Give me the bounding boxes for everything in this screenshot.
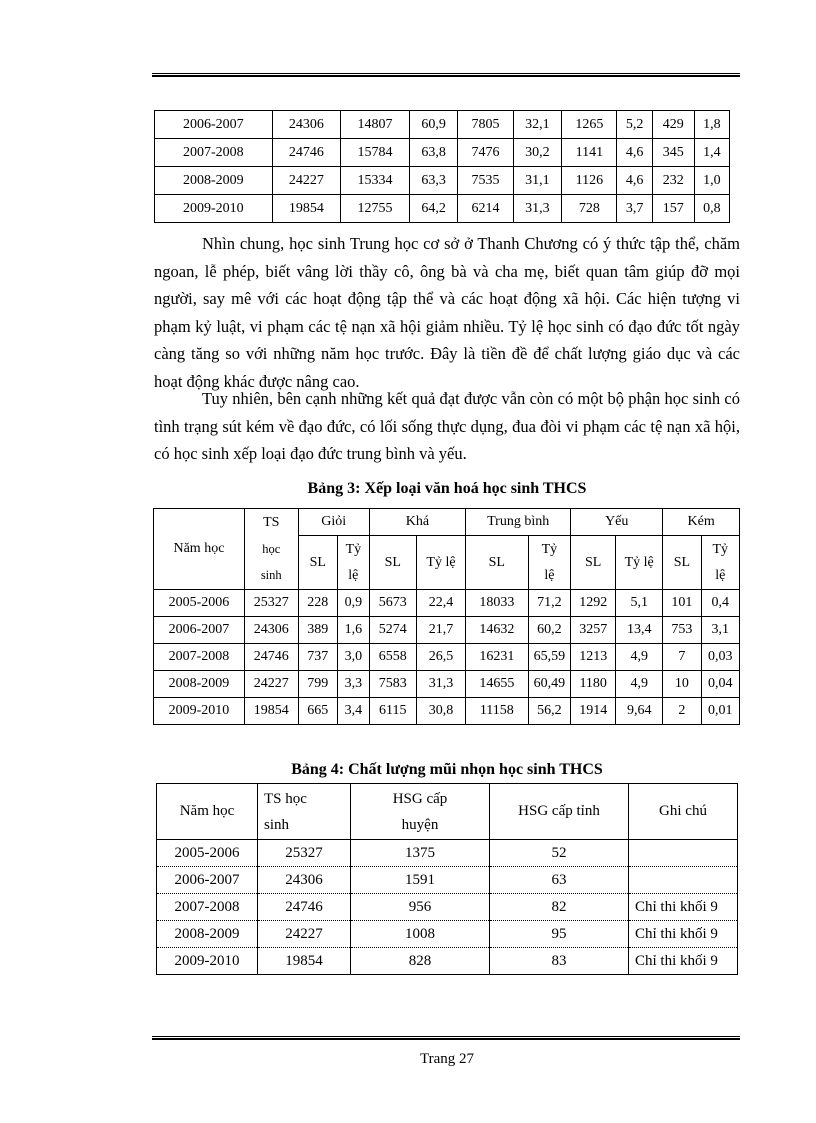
table-cell: 157 xyxy=(652,195,694,223)
table-cell: 0,01 xyxy=(701,698,739,725)
table-row xyxy=(155,167,730,195)
table-cell: 101 xyxy=(663,590,701,617)
table-row xyxy=(157,894,738,921)
table-cell: 24746 xyxy=(258,894,351,921)
table-cell: 9,64 xyxy=(616,698,663,725)
table-cell: 2009-2010 xyxy=(154,698,245,725)
table-cell: 95 xyxy=(490,921,629,948)
table-cell: 0,04 xyxy=(701,671,739,698)
table-cell: 22,4 xyxy=(416,590,465,617)
table-4-caption: Bảng 4: Chất lượng mũi nhọn học sinh THCS xyxy=(291,761,603,778)
table-cell: 30,8 xyxy=(416,698,465,725)
table-cell: 1141 xyxy=(562,139,617,167)
sl-header: SL xyxy=(663,536,701,590)
table-cell: 4,9 xyxy=(616,644,663,671)
sl-header: SL xyxy=(369,536,416,590)
table-cell: 753 xyxy=(663,617,701,644)
table-cell: 60,49 xyxy=(528,671,571,698)
table-row xyxy=(157,921,738,948)
ts-header: TS học sinh xyxy=(244,509,298,590)
rate-header: Tỷ lệ xyxy=(528,536,571,590)
table-row xyxy=(154,617,740,644)
ts-header: TS học sinh xyxy=(258,784,351,840)
table-cell: 14807 xyxy=(341,111,410,139)
table-cell: 2 xyxy=(663,698,701,725)
table-cell: 24746 xyxy=(244,644,298,671)
table-cell: 64,2 xyxy=(409,195,458,223)
group-yeu: Yếu xyxy=(571,509,663,536)
table-cell: 0,03 xyxy=(701,644,739,671)
table-cell: 389 xyxy=(298,617,337,644)
table-cell: 2008-2009 xyxy=(154,671,245,698)
table-cell: 1265 xyxy=(562,111,617,139)
table-cell: 13,4 xyxy=(616,617,663,644)
table-cell: 15334 xyxy=(341,167,410,195)
rate-header: Tỷ lệ xyxy=(701,536,739,590)
table-cell: 24227 xyxy=(272,167,341,195)
table-row xyxy=(155,195,730,223)
table-cell: 728 xyxy=(562,195,617,223)
table-cell: 14655 xyxy=(466,671,528,698)
table-cell: 10 xyxy=(663,671,701,698)
table-cell: 3257 xyxy=(571,617,616,644)
table-cell: Chỉ thi khối 9 xyxy=(629,921,738,948)
table-row xyxy=(155,139,730,167)
table-cell: Chỉ thi khối 9 xyxy=(629,894,738,921)
table-cell: 2008-2009 xyxy=(155,167,273,195)
table-cell: 2009-2010 xyxy=(155,195,273,223)
table-cell: 24746 xyxy=(272,139,341,167)
table-cell: 2007-2008 xyxy=(157,894,258,921)
district-header: HSG cấp huyện xyxy=(351,784,490,840)
table-cell: 2008-2009 xyxy=(157,921,258,948)
table-cell: 18033 xyxy=(466,590,528,617)
table-cell: 63,8 xyxy=(409,139,458,167)
table-cell: 7476 xyxy=(458,139,513,167)
table-cell: 19854 xyxy=(258,948,351,975)
table-cell: 1,6 xyxy=(337,617,369,644)
province-header: HSG cấp tỉnh xyxy=(490,784,629,840)
table-cell: 7805 xyxy=(458,111,513,139)
sl-header: SL xyxy=(466,536,528,590)
table-cell: 1126 xyxy=(562,167,617,195)
table-cell: 56,2 xyxy=(528,698,571,725)
table-cell: 7 xyxy=(663,644,701,671)
page-number: Trang 27 xyxy=(419,1051,475,1067)
table-cell: Chỉ thi khối 9 xyxy=(629,948,738,975)
table-cell: 31,3 xyxy=(416,671,465,698)
table-cell: 665 xyxy=(298,698,337,725)
table-cell: 1213 xyxy=(571,644,616,671)
table-cell: 19854 xyxy=(244,698,298,725)
table-cell: 2007-2008 xyxy=(154,644,245,671)
table-cell: 24227 xyxy=(258,921,351,948)
table-cell: 31,3 xyxy=(513,195,562,223)
rate-header: Tỷ lệ xyxy=(337,536,369,590)
table-cell xyxy=(629,840,738,867)
footer-rule xyxy=(152,1036,740,1040)
table-cell: 24306 xyxy=(244,617,298,644)
table-cell: 3,3 xyxy=(337,671,369,698)
table-cell: 7583 xyxy=(369,671,416,698)
table-cell: 1,4 xyxy=(694,139,729,167)
table-cell: 3,4 xyxy=(337,698,369,725)
table-cell: 1292 xyxy=(571,590,616,617)
table-cell: 1591 xyxy=(351,867,490,894)
table-row xyxy=(154,671,740,698)
table-cell: 2006-2007 xyxy=(157,867,258,894)
table-cell: 1180 xyxy=(571,671,616,698)
note-header: Ghi chú xyxy=(629,784,738,840)
table-cell: 2009-2010 xyxy=(157,948,258,975)
table-cell: 2007-2008 xyxy=(155,139,273,167)
table-cell: 25327 xyxy=(258,840,351,867)
paragraph-2: Tuy nhiên, bên cạnh những kết quả đạt được vẫn còn có một bộ phận học sinh có tình trạng sút kém về đạo đức, có lối sống thực dụng, đua đòi vi phạm các tệ nạn xã hội, có học sinh xếp loại đạo đức trung bình và yếu. xyxy=(154,389,740,463)
table-cell: 60,2 xyxy=(528,617,571,644)
table-cell: 24227 xyxy=(244,671,298,698)
header-rule xyxy=(152,73,740,77)
table-cell: 15784 xyxy=(341,139,410,167)
table-cell: 737 xyxy=(298,644,337,671)
table-row xyxy=(157,840,738,867)
table-cell: 82 xyxy=(490,894,629,921)
table-cell: 1,8 xyxy=(694,111,729,139)
table-cell: 0,9 xyxy=(337,590,369,617)
table-cell: 3,0 xyxy=(337,644,369,671)
table-row xyxy=(154,590,740,617)
table-cell: 6558 xyxy=(369,644,416,671)
table-cell: 65,59 xyxy=(528,644,571,671)
table-cell: 63,3 xyxy=(409,167,458,195)
table-cell: 19854 xyxy=(272,195,341,223)
table-cell: 228 xyxy=(298,590,337,617)
table-cell: 5,1 xyxy=(616,590,663,617)
table-cell: 2005-2006 xyxy=(157,840,258,867)
table-cell: 52 xyxy=(490,840,629,867)
paragraph-1: Nhìn chung, học sinh Trung học cơ sở ở Thanh Chương có ý thức tập thể, chăm ngoan, lễ phép, biết vâng lời thầy cô, ông bà và cha mẹ, biết quan tâm giúp đỡ mọi người, say mê với các hoạt động tập thể và các hoạt động xã hội. Các hiện tượng vi phạm kỷ luật, vi phạm các tệ nạn xã hội giảm nhiều. Tỷ lệ học sinh có đạo đức tốt ngày càng tăng so với những năm học trước. Đây là tiền đề để chất lượng giáo dục và các hoạt động khác được nâng cao. xyxy=(154,234,740,391)
table-1-continued xyxy=(154,110,730,223)
table-cell: 12755 xyxy=(341,195,410,223)
table-cell: 2006-2007 xyxy=(154,617,245,644)
table-cell: 30,2 xyxy=(513,139,562,167)
table-cell: 11158 xyxy=(466,698,528,725)
table-cell: 1,0 xyxy=(694,167,729,195)
table-3 xyxy=(153,508,740,725)
table-cell: 4,6 xyxy=(617,167,652,195)
table-cell: 3,1 xyxy=(701,617,739,644)
year-header: Năm học xyxy=(157,784,258,840)
table-cell: 3,7 xyxy=(617,195,652,223)
table-cell: 4,6 xyxy=(617,139,652,167)
table-cell: 429 xyxy=(652,111,694,139)
table-cell: 1914 xyxy=(571,698,616,725)
table-cell: 2006-2007 xyxy=(155,111,273,139)
table-row xyxy=(157,867,738,894)
table-cell: 2005-2006 xyxy=(154,590,245,617)
table-4 xyxy=(156,783,738,975)
year-header: Năm học xyxy=(154,509,245,590)
table-cell: 1008 xyxy=(351,921,490,948)
table-cell: 21,7 xyxy=(416,617,465,644)
table-cell: 799 xyxy=(298,671,337,698)
table-cell: 6214 xyxy=(458,195,513,223)
table-row xyxy=(155,111,730,139)
table-cell: 4,9 xyxy=(616,671,663,698)
table-cell: 0,4 xyxy=(701,590,739,617)
rate-header: Tỷ lệ xyxy=(416,536,465,590)
group-kem: Kém xyxy=(663,509,740,536)
table-cell: 6115 xyxy=(369,698,416,725)
table-cell: 32,1 xyxy=(513,111,562,139)
table-cell: 14632 xyxy=(466,617,528,644)
table-row xyxy=(154,698,740,725)
table-cell: 345 xyxy=(652,139,694,167)
rate-header: Tỷ lệ xyxy=(616,536,663,590)
table-cell: 956 xyxy=(351,894,490,921)
table-row xyxy=(154,644,740,671)
table-cell: 63 xyxy=(490,867,629,894)
table-cell: 5673 xyxy=(369,590,416,617)
table-cell: 828 xyxy=(351,948,490,975)
table-cell: 31,1 xyxy=(513,167,562,195)
table-row xyxy=(157,948,738,975)
sl-header: SL xyxy=(298,536,337,590)
table-cell: 71,2 xyxy=(528,590,571,617)
table-cell: 24306 xyxy=(258,867,351,894)
group-kha: Khá xyxy=(369,509,465,536)
table-cell: 83 xyxy=(490,948,629,975)
table-cell: 16231 xyxy=(466,644,528,671)
sl-header: SL xyxy=(571,536,616,590)
table-cell: 0,8 xyxy=(694,195,729,223)
table-cell: 24306 xyxy=(272,111,341,139)
table-cell xyxy=(629,867,738,894)
table-cell: 26,5 xyxy=(416,644,465,671)
table-cell: 60,9 xyxy=(409,111,458,139)
group-trung-binh: Trung bình xyxy=(466,509,571,536)
table-cell: 5,2 xyxy=(617,111,652,139)
table-3-caption: Bảng 3: Xếp loại văn hoá học sinh THCS xyxy=(307,480,587,497)
table-cell: 25327 xyxy=(244,590,298,617)
table-cell: 5274 xyxy=(369,617,416,644)
table-cell: 7535 xyxy=(458,167,513,195)
group-gioi: Giỏi xyxy=(298,509,369,536)
table-cell: 232 xyxy=(652,167,694,195)
table-cell: 1375 xyxy=(351,840,490,867)
